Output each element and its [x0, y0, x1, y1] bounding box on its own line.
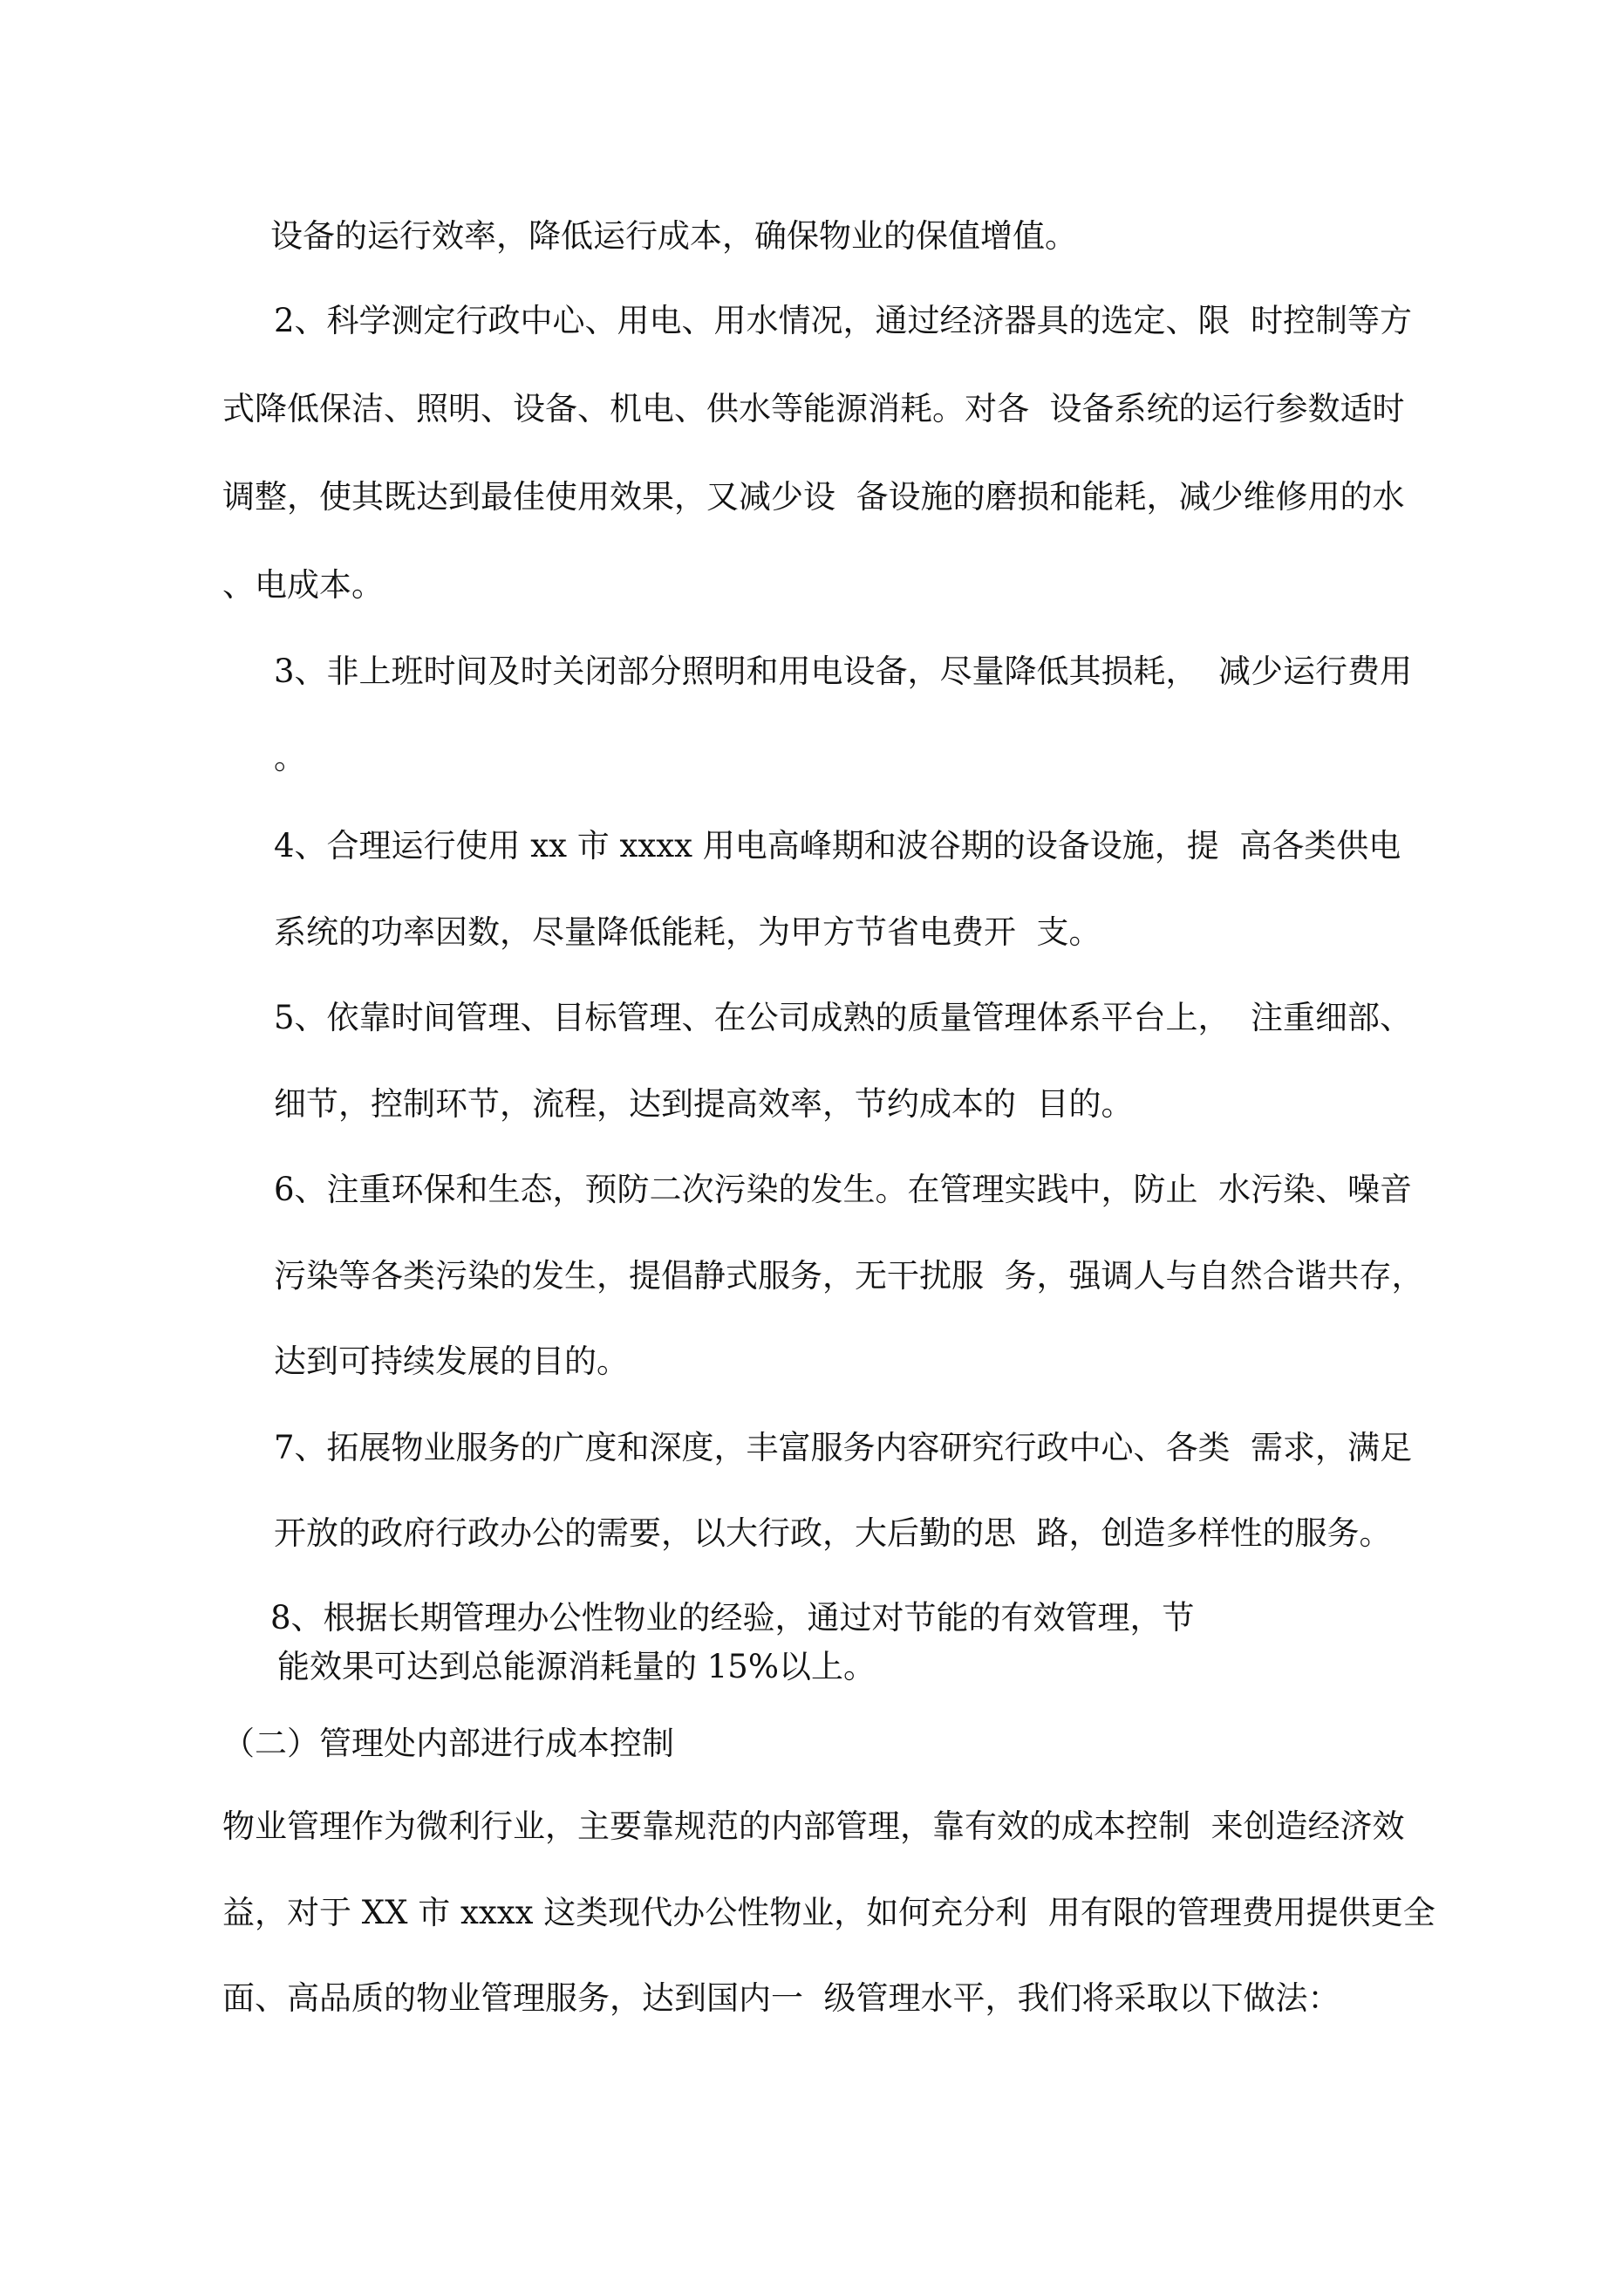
paragraph-line-7: 。 [274, 739, 306, 776]
paragraph-line-20: 物业管理作为微利行业，主要靠规范的内部管理，靠有效的成本控制 来创造经济效 [222, 1807, 1405, 1845]
paragraph-line-12: 6、注重环保和生态，预防二次污染的发生。在管理实践中，防止 水污染、噪音 [274, 1171, 1413, 1208]
paragraph-line-14: 达到可持续发展的目的。 [274, 1343, 629, 1380]
paragraph-line-5: 、电成本。 [222, 566, 384, 604]
paragraph-line-18: 能效果可达到总能源消耗量的 15%以上。 [277, 1648, 876, 1685]
paragraph-line-16: 开放的政府行政办公的需要，以大行政，大后勤的思 路，创造多样性的服务。 [274, 1514, 1392, 1552]
paragraph-line-10: 5、依靠时间管理、目标管理、在公司成熟的质量管理体系平台上， 注重细部、 [274, 999, 1413, 1036]
paragraph-line-11: 细节，控制环节，流程，达到提高效率，节约成本的 目的。 [274, 1085, 1134, 1123]
paragraph-line-13: 污染等各类污染的发生，提倡静式服务，无干扰服 务，强调人与自然合谐共存， [274, 1257, 1424, 1295]
paragraph-line-22: 面、高品质的物业管理服务，达到国内一 级管理水平，我们将采取以下做法： [222, 1979, 1340, 2017]
paragraph-line-2: 2、科学测定行政中心、用电、用水情况，通过经济器具的选定、限 时控制等方 [274, 302, 1413, 339]
paragraph-line-8: 4、合理运行使用 xx 市 xxxx 用电高峰期和波谷期的设备设施，提 高各类供电 [274, 827, 1401, 864]
paragraph-line-3: 式降低保洁、照明、设备、机电、供水等能源消耗。对各 设备系统的运行参数适时 [222, 390, 1405, 427]
paragraph-line-15: 7、拓展物业服务的广度和深度，丰富服务内容研究行政中心、各类 需求，满足 [274, 1429, 1413, 1466]
paragraph-line-1: 设备的运行效率，降低运行成本，确保物业的保值增值。 [270, 217, 1077, 255]
paragraph-line-4: 调整，使其既达到最佳使用效果，又减少设 备设施的磨损和能耗，减少维修用的水 [222, 478, 1405, 516]
paragraph-line-9: 系统的功率因数，尽量降低能耗，为甲方节省电费开 支。 [274, 913, 1101, 951]
paragraph-line-17: 8、根据长期管理办公性物业的经验，通过对节能的有效管理，节 [270, 1599, 1195, 1637]
paragraph-line-6: 3、非上班时间及时关闭部分照明和用电设备，尽量降低其损耗， 减少运行费用 [274, 653, 1413, 690]
paragraph-line-21: 益，对于 XX 市 xxxx 这类现代办公性物业，如何充分利 用有限的管理费用提供更全 [222, 1894, 1435, 1931]
section-heading: （二）管理处内部进行成本控制 [222, 1725, 674, 1762]
